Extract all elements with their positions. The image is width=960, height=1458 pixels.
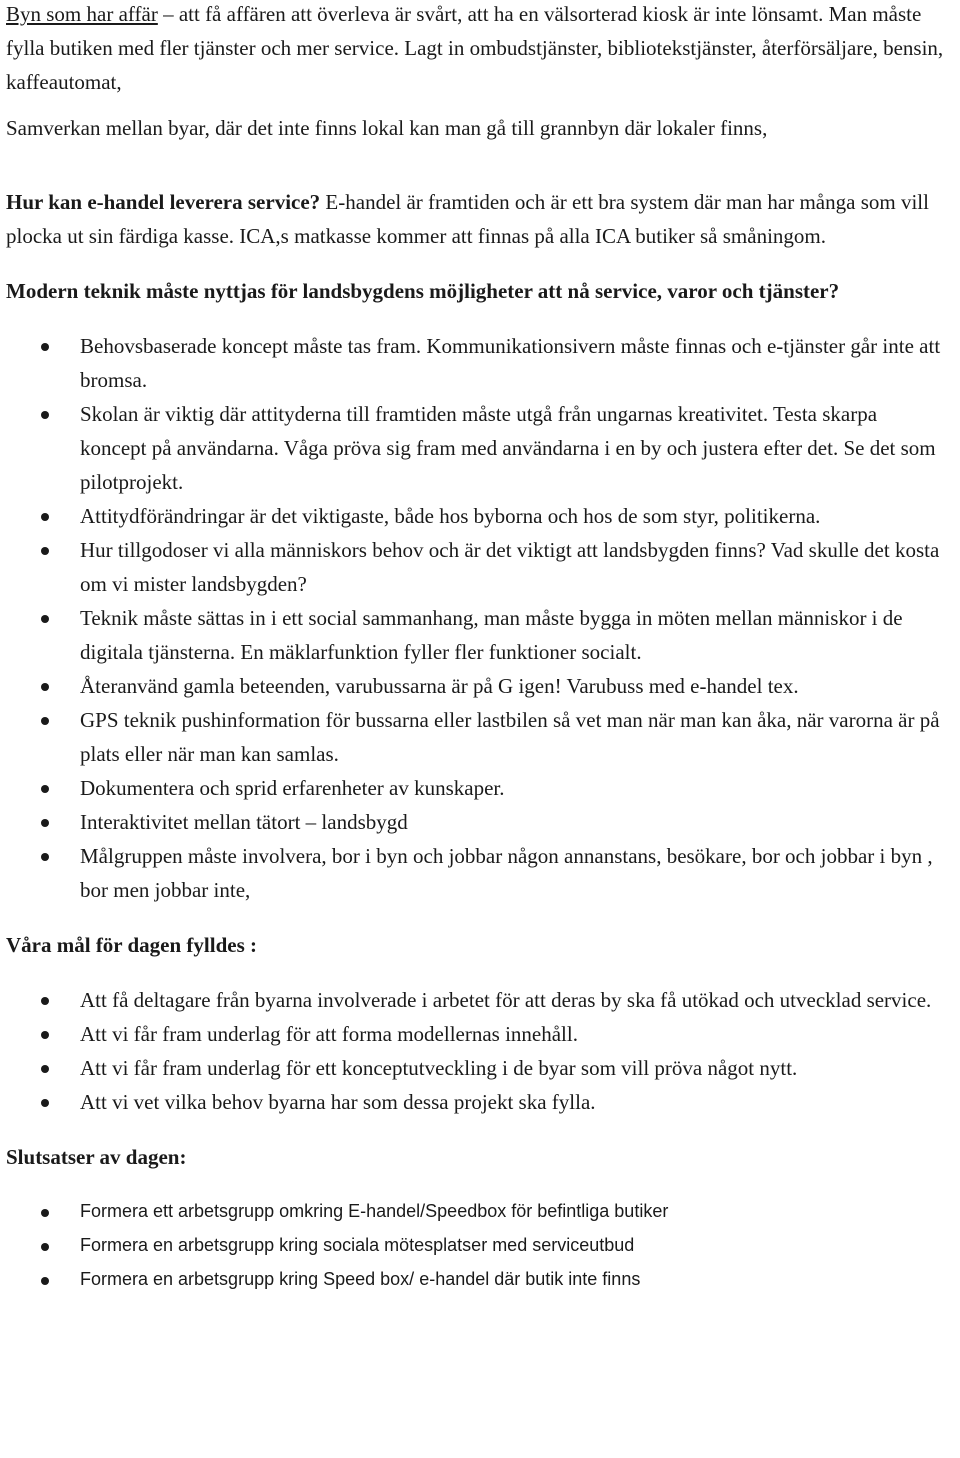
teknik-list <box>6 329 946 907</box>
list-item: Behovsbaserade koncept måste tas fram. Kommunikationsivern måste finnas och e-tjänster går inte att bromsa. <box>6 329 946 397</box>
intro-paragraph <box>6 0 946 99</box>
list-item: Återanvänd gamla beteenden, varubussarna är på G igen! Varubuss med e-handel tex. <box>6 669 946 703</box>
ehandel-answer: E-handel är framtiden och är ett bra system där man har många som vill plocka ut sin färdiga kasse. ICA,s matkasse kommer att finnas på alla ICA butiker så småningom. <box>6 190 929 248</box>
list-item: Att vi får fram underlag för ett konceptutveckling i de byar som vill pröva något nytt. <box>6 1051 946 1085</box>
ehandel-paragraph <box>6 185 946 253</box>
list-item: Att vi vet vilka behov byarna har som dessa projekt ska fylla. <box>6 1085 946 1119</box>
list-item: Att vi får fram underlag för att forma modellernas innehåll. <box>6 1017 946 1051</box>
list-item: GPS teknik pushinformation för bussarna eller lastbilen så vet man när man kan åka, när varorna är på plats eller när man kan samlas. <box>6 703 946 771</box>
cooperation-paragraph: Samverkan mellan byar, där det inte finns lokal kan man gå till grannbyn där lokaler finns, <box>6 116 768 140</box>
list-item: Att få deltagare från byarna involverade i arbetet för att deras by ska få utökad och utvecklad service. <box>6 983 946 1017</box>
list-item: Formera en arbetsgrupp kring sociala mötesplatser med serviceutbud <box>6 1228 946 1262</box>
list-item: Formera en arbetsgrupp kring Speed box/ e-handel där butik inte finns <box>6 1262 946 1296</box>
document-page <box>6 0 946 1296</box>
intro-text: – att få affären att överleva är svårt, att ha en välsorterad kiosk är inte lönsamt. Man måste fylla butiken med fler tjänster och mer service. Lagt in ombudstjänster, bibliotekstjänster, återförsäljare, bensin, kaffeautomat, <box>6 2 944 94</box>
ehandel-question: Hur kan e-handel leverera service? <box>6 190 321 214</box>
goals-heading: Våra mål för dagen fylldes : <box>6 933 258 957</box>
goals-list <box>6 983 946 1119</box>
list-item: Interaktivitet mellan tätort – landsbygd <box>6 805 946 839</box>
list-item: Dokumentera och sprid erfarenheter av kunskaper. <box>6 771 946 805</box>
conclusions-heading: Slutsatser av dagen: <box>6 1145 187 1169</box>
list-item: Attitydförändringar är det viktigaste, både hos byborna och hos de som styr, politikerna. <box>6 499 946 533</box>
list-item: Målgruppen måste involvera, bor i byn och jobbar någon annanstans, besökare, bor och jobbar i byn , bor men jobbar inte, <box>6 839 946 907</box>
list-item: Skolan är viktig där attityderna till framtiden måste utgå från ungarnas kreativitet. Testa skarpa koncept på användarna. Våga pröva sig fram med användarna i en by och justera efter det. Se det som pilotprojekt. <box>6 397 946 499</box>
list-item: Formera ett arbetsgrupp omkring E-handel/Speedbox för befintliga butiker <box>6 1194 946 1228</box>
teknik-heading: Modern teknik måste nyttjas för landsbygdens möjligheter att nå service, varor och tjänster? <box>6 279 840 303</box>
list-item: Teknik måste sättas in i ett social sammanhang, man måste bygga in möten mellan människor i de digitala tjänsterna. En mäklarfunktion fyller fler funktioner socialt. <box>6 601 946 669</box>
list-item: Hur tillgodoser vi alla människors behov och är det viktigt att landsbygden finns? Vad skulle det kosta om vi mister landsbygden? <box>6 533 946 601</box>
intro-underlined-phrase: Byn som har affär <box>6 2 158 26</box>
conclusions-list <box>6 1194 946 1296</box>
